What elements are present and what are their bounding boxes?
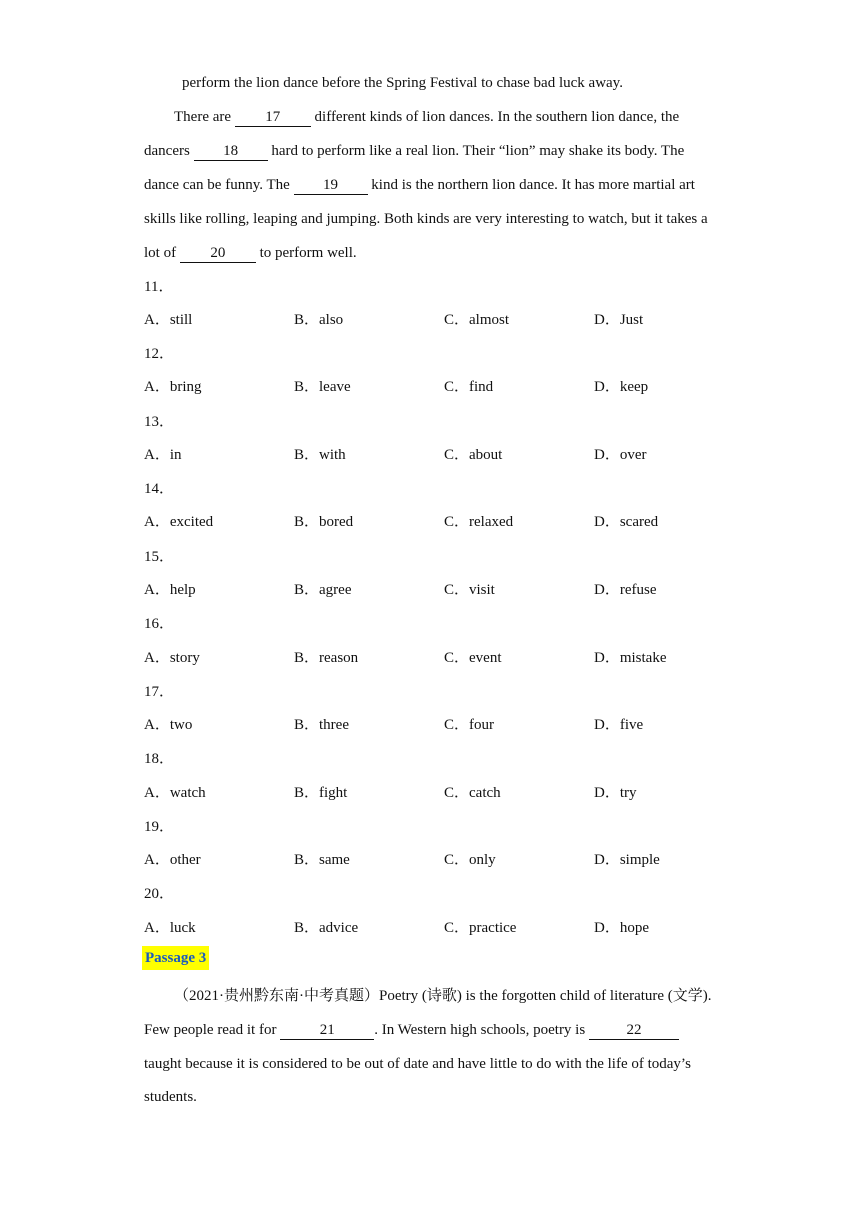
question-number: 19．	[144, 819, 175, 835]
passage2-line-4	[144, 175, 695, 195]
option-c[interactable]: C．about	[444, 447, 503, 463]
option-b[interactable]: B．three	[294, 717, 349, 733]
option-d[interactable]: D．over	[594, 447, 647, 463]
question-number: 14．	[144, 481, 175, 497]
option-a[interactable]: A．watch	[144, 785, 206, 801]
option-c[interactable]: C．practice	[444, 920, 517, 936]
question-number: 16．	[144, 616, 175, 632]
option-d[interactable]: D．Just	[594, 312, 644, 328]
passage-3-label: Passage 3	[142, 946, 209, 970]
passage3-line-1: （2021·贵州黔东南·中考真题）Poetry (诗歌) is the forgotten child of literature (文学).	[174, 988, 712, 1004]
option-b[interactable]: B．fight	[294, 785, 348, 801]
options-row	[144, 648, 744, 668]
options-row	[144, 783, 744, 803]
text-segment: to perform well.	[255, 245, 357, 261]
options-row	[144, 850, 744, 870]
option-d[interactable]: D．keep	[594, 379, 649, 395]
passage2-line-3	[144, 141, 684, 161]
option-d[interactable]: D．scared	[594, 514, 659, 530]
options-row	[144, 377, 744, 397]
passage2-line-2	[174, 107, 679, 127]
passage2-line-6	[144, 243, 357, 263]
option-c[interactable]: C．catch	[444, 785, 501, 801]
text-segment: dance can be funny. The	[144, 177, 294, 193]
text-segment: hard to perform like a real lion. Their “lion” may shake its body. The	[267, 143, 685, 159]
question-number: 15．	[144, 549, 175, 565]
option-a[interactable]: A．still	[144, 312, 193, 328]
blank-17: 17	[235, 108, 311, 127]
option-a[interactable]: A．excited	[144, 514, 214, 530]
option-c[interactable]: C．event	[444, 650, 502, 666]
options-row	[144, 580, 744, 600]
option-d[interactable]: D．simple	[594, 852, 660, 868]
option-d[interactable]: D．five	[594, 717, 644, 733]
option-a[interactable]: A．in	[144, 447, 182, 463]
option-c[interactable]: C．only	[444, 852, 496, 868]
option-a[interactable]: A．luck	[144, 920, 196, 936]
text-segment: lot of	[144, 245, 180, 261]
blank-18: 18	[194, 142, 268, 161]
blank-22: 22	[589, 1021, 679, 1040]
option-d[interactable]: D．try	[594, 785, 637, 801]
blank-21: 21	[280, 1021, 374, 1040]
options-row	[144, 512, 744, 532]
blank-19: 19	[294, 176, 368, 195]
option-d[interactable]: D．hope	[594, 920, 649, 936]
question-number: 12．	[144, 346, 175, 362]
option-b[interactable]: B．same	[294, 852, 350, 868]
option-c[interactable]: C．visit	[444, 582, 495, 598]
question-number: 20．	[144, 886, 175, 902]
question-number: 17．	[144, 684, 175, 700]
options-row	[144, 445, 744, 465]
text-segment: dancers	[144, 143, 194, 159]
question-number: 11．	[144, 279, 174, 295]
question-number: 13．	[144, 414, 175, 430]
option-b[interactable]: B．advice	[294, 920, 359, 936]
text-segment: kind is the northern lion dance. It has more martial art	[367, 177, 695, 193]
passage2-line-5: skills like rolling, leaping and jumping. Both kinds are very interesting to watch, but it takes a	[144, 211, 708, 227]
option-d[interactable]: D．mistake	[594, 650, 667, 666]
text-segment: Few people read it for	[144, 1022, 281, 1038]
option-a[interactable]: A．help	[144, 582, 196, 598]
option-c[interactable]: C．find	[444, 379, 494, 395]
option-b[interactable]: B．also	[294, 312, 344, 328]
option-c[interactable]: C．four	[444, 717, 494, 733]
option-b[interactable]: B．bored	[294, 514, 354, 530]
options-row	[144, 918, 744, 938]
options-row	[144, 715, 744, 735]
passage3-line-4: students.	[144, 1089, 197, 1105]
text-segment: There are	[174, 109, 235, 125]
option-d[interactable]: D．refuse	[594, 582, 657, 598]
option-c[interactable]: C．almost	[444, 312, 510, 328]
text-segment: . In Western high schools, poetry is	[374, 1022, 589, 1038]
option-a[interactable]: A．two	[144, 717, 193, 733]
passage2-line-1: perform the lion dance before the Spring Festival to chase bad luck away.	[182, 75, 623, 91]
passage3-line-2	[144, 1020, 679, 1040]
option-a[interactable]: A．other	[144, 852, 201, 868]
option-b[interactable]: B．agree	[294, 582, 352, 598]
option-b[interactable]: B．leave	[294, 379, 351, 395]
option-a[interactable]: A．bring	[144, 379, 202, 395]
option-b[interactable]: B．with	[294, 447, 346, 463]
question-number: 18．	[144, 751, 175, 767]
passage3-line-3: taught because it is considered to be out of date and have little to do with the life of today’s	[144, 1056, 691, 1072]
option-a[interactable]: A．story	[144, 650, 200, 666]
text-segment: different kinds of lion dances. In the southern lion dance, the	[310, 109, 680, 125]
option-c[interactable]: C．relaxed	[444, 514, 514, 530]
blank-20: 20	[180, 244, 256, 263]
option-b[interactable]: B．reason	[294, 650, 359, 666]
options-row	[144, 310, 744, 330]
